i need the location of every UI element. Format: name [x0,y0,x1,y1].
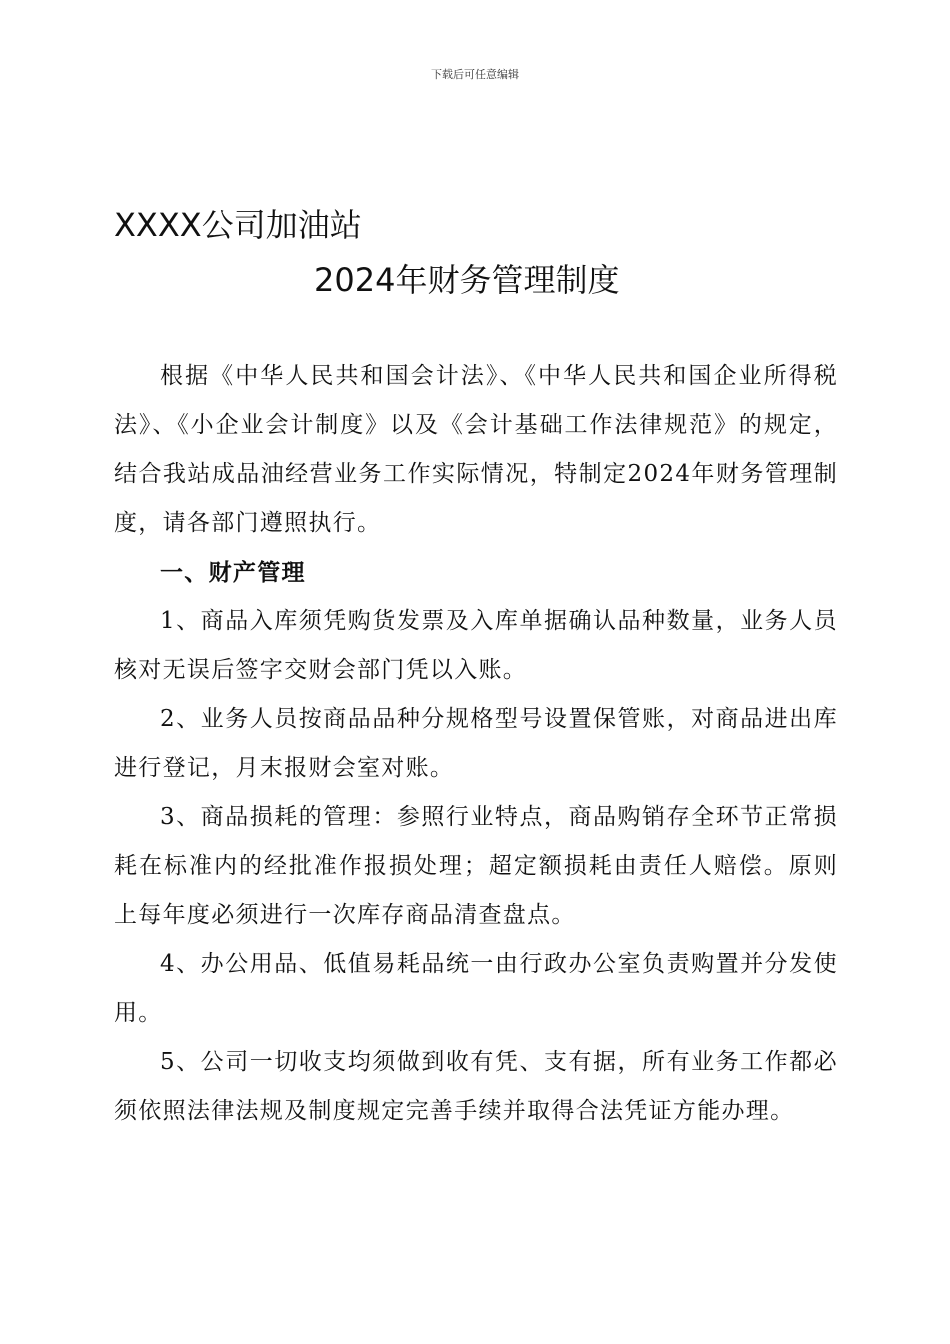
document-body [114,352,838,1136]
document-title-line-1: XXXX公司加油站 [114,206,362,244]
header-note: 下载后可任意编辑 [431,68,519,81]
rule-item-4: 4、办公用品、低值易耗品统一由行政办公室负责购置并分发使用。 [114,951,838,1026]
section-heading-property-management: 一、财产管理 [160,559,306,586]
rule-item-2: 2、业务人员按商品品种分规格型号设置保管账，对商品进出库进行登记，月末报财会室对账。 [114,706,838,781]
rule-item-1: 1、商品入库须凭购货发票及入库单据确认品种数量，业务人员核对无误后签字交财会部门凭以入账。 [114,608,838,683]
rule-item-5: 5、公司一切收支均须做到收有凭、支有据，所有业务工作都必须依照法律法规及制度规定完善手续并取得合法凭证方能办理。 [114,1049,838,1124]
rule-item-3: 3、商品损耗的管理：参照行业特点，商品购销存全环节正常损耗在标准内的经批准作报损处理；超定额损耗由责任人赔偿。原则上每年度必须进行一次库存商品清查盘点。 [114,804,838,928]
document-title-line-2: 2024年财务管理制度 [314,261,620,299]
intro-paragraph: 根据《中华人民共和国会计法》、《中华人民共和国企业所得税法》、《小企业会计制度》以及《会计基础工作法律规范》的规定，结合我站成品油经营业务工作实际情况，特制定2024年财务管理制度，请各部门遵照执行。 [114,363,838,536]
